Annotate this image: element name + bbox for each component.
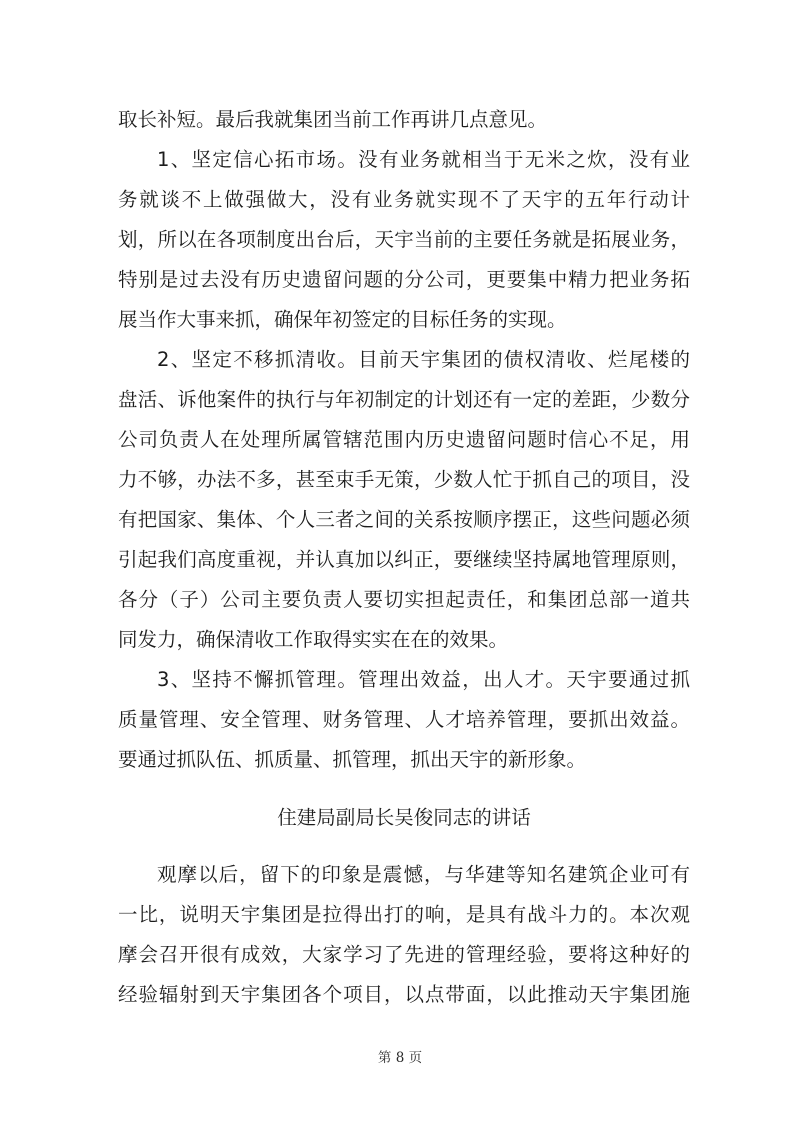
text-line: 1、坚定信心拓市场。没有业务就相当于无米之炊，没有业 [157, 148, 690, 171]
paragraph [118, 100, 690, 140]
text-line: 各分（子）公司主要负责人要切实担起责任，和集团总部一道共 [118, 588, 690, 611]
text-line: 公司负责人在处理所属管辖范围内历史遗留问题时信心不足，用 [118, 428, 690, 451]
section-heading: 住建局副局长吴俊同志的讲话 [277, 806, 531, 829]
text-line: 经验辐射到天宇集团各个项目，以点带面，以此推动天宇集团施 [118, 983, 690, 1006]
text-line: 特别是过去没有历史遗留问题的分公司，更要集中精力把业务拓 [118, 268, 690, 291]
text-line: 取长补短。最后我就集团当前工作再讲几点意见。 [118, 108, 548, 131]
text-line: 3、坚持不懈抓管理。管理出效益，出人才。天宇要通过抓 [157, 668, 690, 691]
text-line: 引起我们高度重视，并认真加以纠正，要继续坚持属地管理原则， [118, 548, 690, 571]
text-line: 盘活、诉他案件的执行与年初制定的计划还有一定的差距，少数分 [118, 388, 690, 411]
page-number: 第 8 页 [377, 1050, 423, 1066]
text-line: 质量管理、安全管理、财务管理、人才培养管理，要抓出效益。 [118, 708, 690, 731]
paragraph [118, 660, 690, 780]
paragraph [118, 340, 690, 660]
text-line: 摩会召开很有成效，大家学习了先进的管理经验，要将这种好的 [118, 943, 690, 966]
text-line: 划，所以在各项制度出台后，天宇当前的主要任务就是拓展业务， [118, 228, 690, 251]
text-line: 展当作大事来抓，确保年初签定的目标任务的实现。 [118, 308, 567, 331]
text-line: 一比，说明天宇集团是拉得出打的响，是具有战斗力的。本次观 [118, 903, 690, 926]
text-line: 力不够，办法不多，甚至束手无策，少数人忙于抓自己的项目，没 [118, 468, 690, 491]
text-line: 观摩以后，留下的印象是震憾，与华建等知名建筑企业可有 [157, 863, 690, 886]
paragraph [118, 855, 690, 1015]
text-line: 有把国家、集体、个人三者之间的关系按顺序摆正，这些问题必须 [118, 508, 690, 531]
text-line: 同发力，确保清收工作取得实实在在的效果。 [118, 628, 509, 651]
paragraph [118, 140, 690, 340]
document-content [118, 100, 690, 1015]
text-line: 要通过抓队伍、抓质量、抓管理，抓出天宇的新形象。 [118, 748, 587, 771]
text-line: 2、坚定不移抓清收。目前天宇集团的债权清收、烂尾楼的 [157, 348, 690, 371]
text-line: 务就谈不上做强做大，没有业务就实现不了天宇的五年行动计 [118, 188, 690, 211]
page-footer [0, 1047, 800, 1069]
